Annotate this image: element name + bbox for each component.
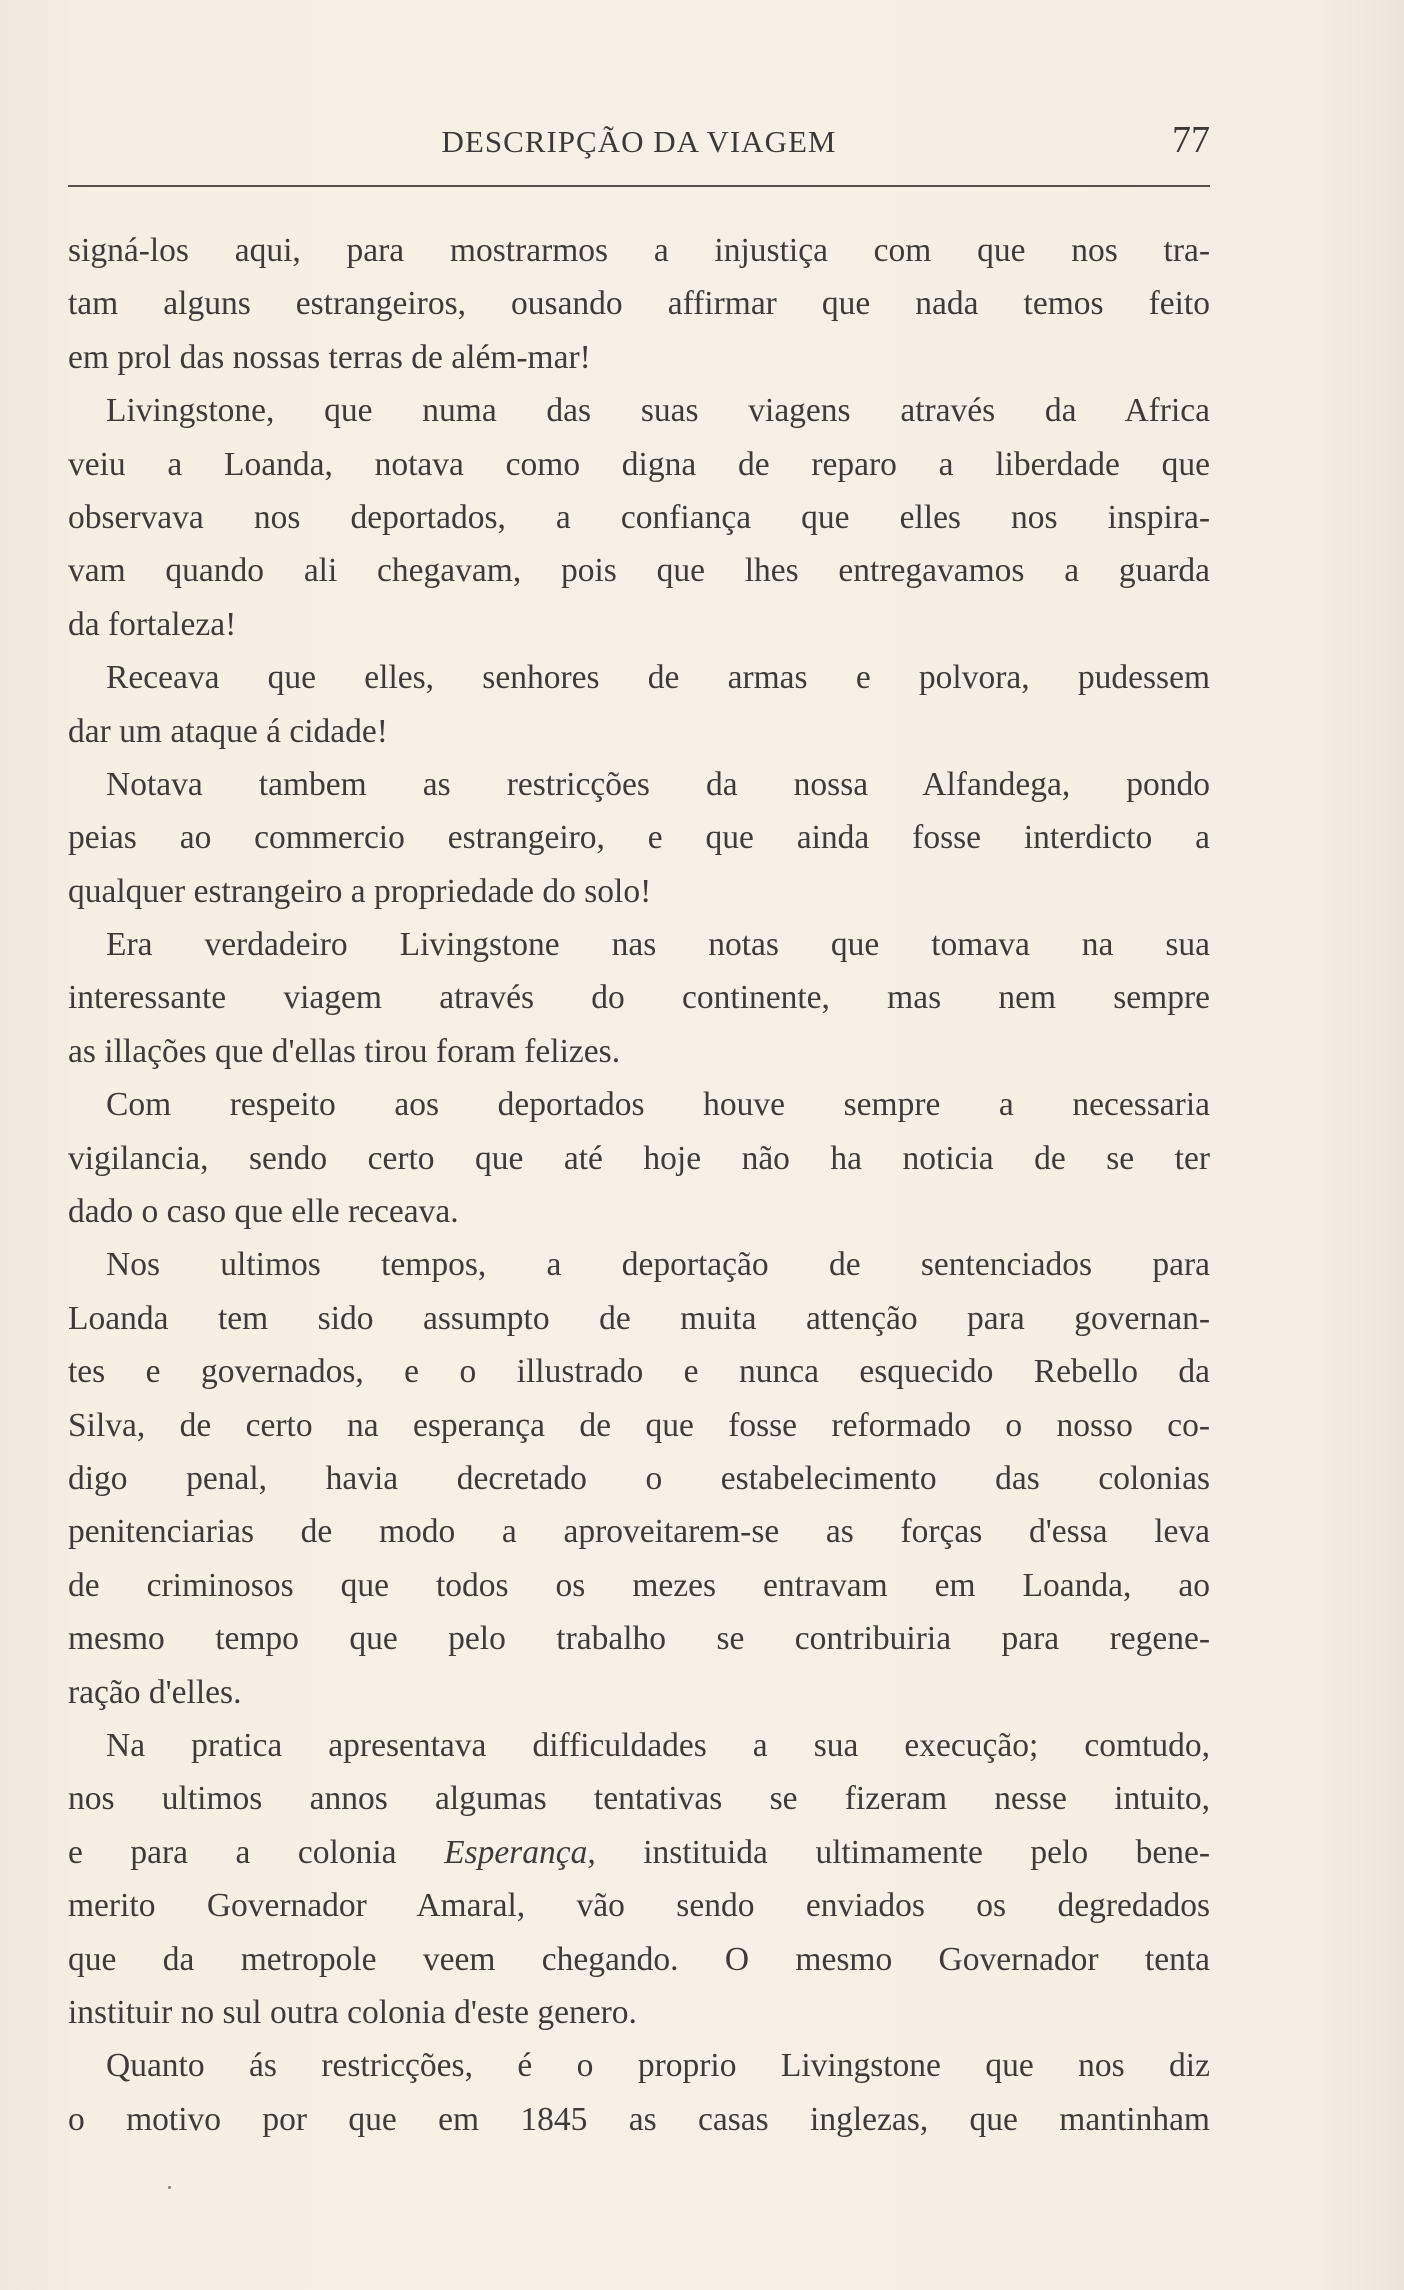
text-line: veiu a Loanda, notava como digna de reparo a liberdade que bbox=[68, 445, 1210, 483]
text-line: Notava tambem as restricções da nossa Alfandega, pondo bbox=[106, 765, 1210, 803]
text-line: digo penal, havia decretado o estabelecimento das colonias bbox=[68, 1459, 1210, 1497]
text-segment: instituida ultimamente pelo bene- bbox=[595, 1833, 1211, 1871]
page-header bbox=[68, 118, 1210, 166]
text-line: penitenciarias de modo a aproveitarem-se as forças d'essa leva bbox=[68, 1513, 1210, 1551]
text-line: observava nos deportados, a confiança que elles nos inspira- bbox=[68, 498, 1210, 536]
text-line: em prol das nossas terras de além-mar! bbox=[68, 338, 591, 376]
text-line: vam quando ali chegavam, pois que lhes entregavamos a guarda bbox=[68, 552, 1210, 590]
text-line: ração d'elles. bbox=[68, 1673, 242, 1711]
text-line: nos ultimos annos algumas tentativas se fizeram nesse intuito, bbox=[68, 1780, 1210, 1818]
text-line: dado o caso que elle receava. bbox=[68, 1193, 459, 1231]
header-rule bbox=[68, 185, 1210, 187]
text-line: merito Governador Amaral, vão sendo enviados os degredados bbox=[68, 1887, 1210, 1925]
text-line: o motivo por que em 1845 as casas inglezas, que mantinham bbox=[68, 2100, 1210, 2138]
text-segment: e para a colonia bbox=[68, 1833, 445, 1871]
text-line: dar um ataque á cidade! bbox=[68, 712, 388, 750]
text-line: Receava que elles, senhores de armas e polvora, pudessem bbox=[106, 659, 1210, 697]
page-number: 77 bbox=[1172, 119, 1210, 161]
text-line: mesmo tempo que pelo trabalho se contribuiria para regene- bbox=[68, 1620, 1210, 1658]
running-head: DESCRIPÇÃO DA VIAGEM bbox=[441, 124, 837, 159]
text-line: tam alguns estrangeiros, ousando affirmar que nada temos feito bbox=[68, 285, 1210, 323]
text-line: interessante viagem através do continente, mas nem sempre bbox=[68, 979, 1210, 1017]
text-line: Silva, de certo na esperança de que fosse reformado o nosso co- bbox=[68, 1406, 1210, 1444]
body-text bbox=[68, 224, 1210, 2146]
italic-colony-name: Esperança, bbox=[444, 1833, 596, 1871]
text-line: Loanda tem sido assumpto de muita attenção para governan- bbox=[68, 1299, 1210, 1337]
paper-speck bbox=[168, 2186, 171, 2189]
text-line: vigilancia, sendo certo que até hoje não ha noticia de se ter bbox=[68, 1139, 1210, 1177]
text-line: instituir no sul outra colonia d'este genero. bbox=[68, 1993, 637, 2031]
text-line: Com respeito aos deportados houve sempre a necessaria bbox=[106, 1086, 1210, 1124]
text-line: Quanto ás restricções, é o proprio Livingstone que nos diz bbox=[106, 2047, 1210, 2085]
text-line: Nos ultimos tempos, a deportação de sentenciados para bbox=[106, 1246, 1210, 1284]
text-line-with-italic bbox=[68, 1826, 1210, 1879]
text-line: Livingstone, que numa das suas viagens através da Africa bbox=[106, 392, 1210, 430]
text-line: que da metropole veem chegando. O mesmo Governador tenta bbox=[68, 1940, 1210, 1978]
text-line: Na pratica apresentava difficuldades a sua execução; comtudo, bbox=[106, 1726, 1210, 1764]
text-line: Era verdadeiro Livingstone nas notas que tomava na sua bbox=[106, 926, 1210, 964]
text-line: da fortaleza! bbox=[68, 605, 237, 643]
text-line: de criminosos que todos os mezes entravam em Loanda, ao bbox=[68, 1566, 1210, 1604]
text-line: qualquer estrangeiro a propriedade do solo! bbox=[68, 872, 652, 910]
text-line: as illações que d'ellas tirou foram felizes. bbox=[68, 1032, 621, 1070]
text-line: peias ao commercio estrangeiro, e que ainda fosse interdicto a bbox=[68, 819, 1210, 857]
text-line: tes e governados, e o illustrado e nunca esquecido Rebello da bbox=[68, 1353, 1210, 1391]
text-line: signá-los aqui, para mostrarmos a injustiça com que nos tra- bbox=[68, 232, 1210, 269]
